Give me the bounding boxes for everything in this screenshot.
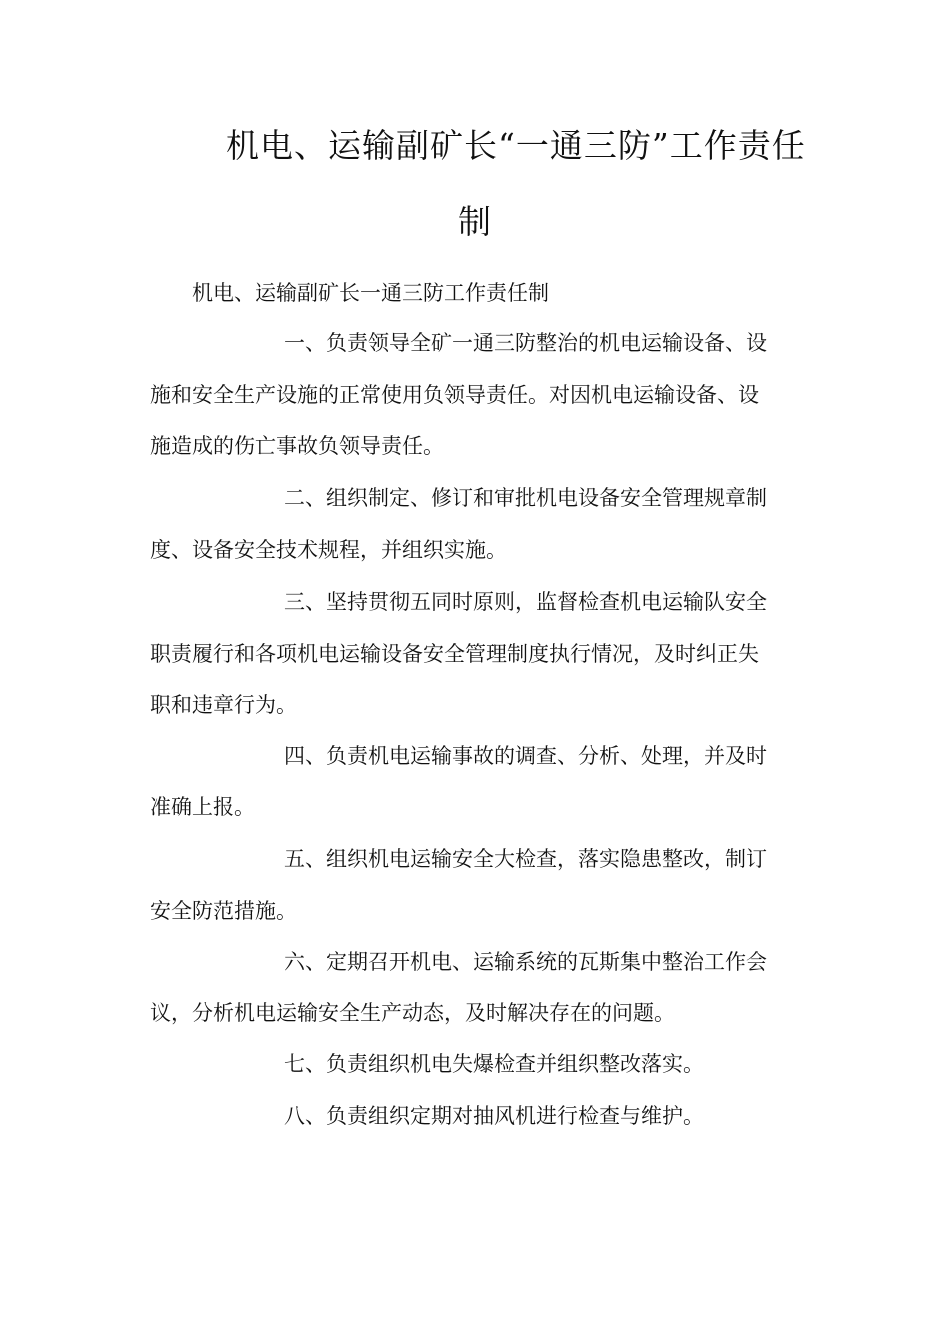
document-title-line-1: 机电、运输副矿长“一通三防”工作责任: [226, 126, 806, 165]
item-3-line-3: 职和违章行为。: [150, 693, 297, 717]
item-2-line-1: 二、组织制定、修订和审批机电设备安全管理规章制: [284, 486, 767, 510]
item-1-line-3: 施造成的伤亡事故负领导责任。: [150, 434, 444, 458]
item-1-line-1: 一、负责领导全矿一通三防整治的机电运输设备、设: [284, 331, 767, 355]
item-6-line-2: 议，分析机电运输安全生产动态，及时解决存在的问题。: [150, 1001, 675, 1025]
item-3-line-2: 职责履行和各项机电运输设备安全管理制度执行情况，及时纠正失: [150, 642, 759, 666]
item-2-line-2: 度、设备安全技术规程，并组织实施。: [150, 538, 507, 562]
item-5-line-1: 五、组织机电运输安全大检查，落实隐患整改，制订: [284, 847, 767, 871]
document-subtitle: 机电、运输副矿长一通三防工作责任制: [192, 281, 549, 305]
item-5-line-2: 安全防范措施。: [150, 899, 297, 923]
item-6-line-1: 六、定期召开机电、运输系统的瓦斯集中整治工作会: [284, 950, 767, 974]
item-4-line-2: 准确上报。: [150, 795, 255, 819]
item-7-line-1: 七、负责组织机电失爆检查并组织整改落实。: [284, 1052, 704, 1076]
document-title-line-2: 制: [458, 202, 491, 241]
item-8-line-1: 八、负责组织定期对抽风机进行检查与维护。: [284, 1104, 704, 1128]
item-1-line-2: 施和安全生产设施的正常使用负领导责任。对因机电运输设备、设: [150, 383, 759, 407]
item-3-line-1: 三、坚持贯彻五同时原则，监督检查机电运输队安全: [284, 590, 767, 614]
item-4-line-1: 四、负责机电运输事故的调查、分析、处理，并及时: [284, 744, 767, 768]
